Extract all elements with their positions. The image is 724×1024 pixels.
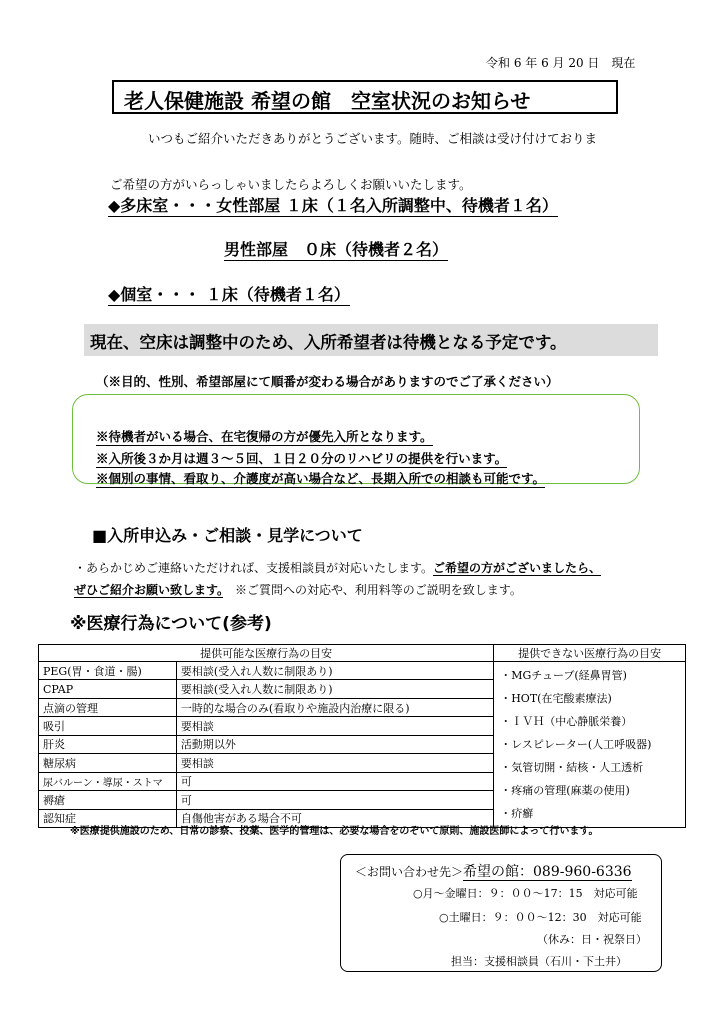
application-heading: ■入所申込み・ご相談・見学について (92, 526, 363, 545)
note-long-term: ※個別の事情、看取り、介護度が高い場合など、長期入所での相談も可能です。 (96, 471, 546, 486)
list-item: ・気管切開・結核・人工透析 (500, 761, 644, 774)
procedure-name: 認知症 (39, 809, 177, 828)
ward-multi-female: ◆多床室・・・女性部屋 １床（１名入所調整中、待機者１名） (108, 196, 558, 215)
header-impossible: 提供できない医療行為の目安 (494, 645, 686, 662)
list-item: ・HOT(在宅酸素療法) (500, 692, 612, 705)
application-line-2 (74, 581, 522, 598)
impossible-list (494, 662, 686, 828)
header-possible: 提供可能な医療行為の目安 (39, 645, 494, 662)
procedure-note: 要相談(受入れ人数に制限あり) (176, 662, 493, 680)
medical-table-header (39, 645, 686, 662)
procedure-note: 要相談 (176, 717, 493, 735)
procedure-note: 自傷他害がある場合不可 (176, 809, 493, 828)
hours-weekday: ○月～金曜日：９：００～17：15 対応可能 (413, 887, 638, 900)
medical-footnote: ※医療提供施設のため、日常の診察、投薬、医学的管理は、必要な場合をのぞいて原則、施設医師によって行います。 (70, 826, 599, 837)
report-date: 令和 6 年 6 月 20 日 現在 (486, 56, 636, 70)
page-title: 老人保健施設 希望の館 空室状況のお知らせ (124, 89, 531, 113)
holidays: （休み：日・祝祭日） (537, 933, 647, 946)
procedure-name: CPAP (39, 680, 177, 698)
application-line-1-plain: ・あらかじめご連絡いただければ、支援相談員が対応いたします。 (74, 561, 434, 575)
application-line-2-plain: ※ご質問への対応や、利用料等のご説明を致します。 (223, 583, 522, 597)
procedure-note: 可 (176, 772, 493, 790)
procedure-note: 活動期以外 (176, 735, 493, 753)
contact-box (340, 854, 662, 972)
ward-multi-male: 男性部屋 ０床（待機者２名） (224, 240, 449, 259)
list-item: ・疼痛の管理(麻薬の使用) (500, 784, 630, 797)
medical-heading: ※医療行為について(参考) (70, 614, 272, 634)
list-item: ・疥癬 (500, 807, 534, 820)
application-line-1 (74, 559, 601, 576)
contact-staff: 担当：支援相談員（石川・下土井） (451, 955, 627, 968)
application-line-2-emphasis: ぜひご紹介お願い致します。 (74, 583, 224, 597)
note-waiting-priority: ※待機者がいる場合、在宅復帰の方が優先入所となります。 (96, 429, 433, 444)
intro-line-2: ご希望の方がいらっしゃいましたらよろしくお願いいたします。 (110, 177, 472, 192)
list-item: ・ＩＶＨ（中心静脈栄養） (500, 715, 633, 728)
status-highlight (84, 324, 658, 356)
hours-saturday: ○土曜日：９：００～12：30 対応可能 (439, 911, 642, 924)
procedure-name: 尿バルーン・導尿・ストマ (39, 772, 177, 790)
medical-table (38, 644, 686, 828)
application-line-1-emphasis: ご希望の方がございましたら、 (433, 561, 602, 575)
table-row (39, 662, 686, 680)
procedure-name: 点滴の管理 (39, 698, 177, 716)
intro-line-1: いつもご紹介いただきありがとうございます。随時、ご相談は受け付けておりま (148, 131, 598, 146)
ward-private: ◆個室・・・ １床（待機者１名） (108, 285, 350, 304)
procedure-name: 吸引 (39, 717, 177, 735)
order-note: （※目的、性別、希望部屋にて順番が変わる場合がありますのでご了承ください） (96, 374, 559, 389)
procedure-name: 肝炎 (39, 735, 177, 753)
status-highlight-text: 現在、空床は調整中のため、入所希望者は待機となる予定です。 (90, 333, 567, 352)
procedure-name: PEG(胃・食道・腸) (39, 662, 177, 680)
list-item: ・レスピレーター(人工呼吸器) (500, 738, 652, 751)
note-rehabilitation: ※入所後３か月は週３～５回、１日２０分のリハビリの提供を行います。 (96, 451, 508, 466)
list-item: ・MGチューブ(経鼻胃管) (500, 669, 627, 682)
procedure-note: 可 (176, 791, 493, 809)
procedure-note: 要相談(受入れ人数に制限あり) (176, 680, 493, 698)
procedure-note: 一時的な場合のみ(看取りや施設内治療に限る) (176, 698, 493, 716)
procedure-name: 糖尿病 (39, 754, 177, 772)
contact-phone: 希望の館：089-960-6336 (463, 864, 632, 880)
contact-header (355, 861, 632, 881)
procedure-note: 要相談 (176, 754, 493, 772)
title-box (112, 80, 618, 114)
procedure-name: 褥瘡 (39, 791, 177, 809)
contact-label: ＜お問い合わせ先＞ (355, 865, 464, 879)
